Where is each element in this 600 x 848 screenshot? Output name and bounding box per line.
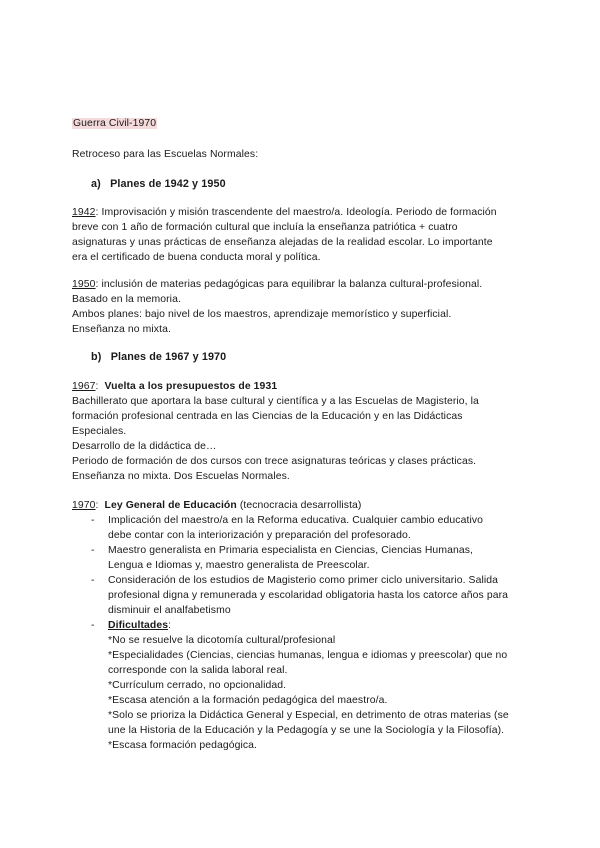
section-b-title: Planes de 1967 y 1970 <box>110 351 227 363</box>
p1942-line-4: era el certificado de buena conducta moral y política. <box>72 252 321 263</box>
difficulty-line-2: *Especialidades (Ciencias, ciencias humanas, lengua e idiomas y preescolar) que no <box>108 650 508 661</box>
difficulty-line-8: *Escasa formación pedagógica. <box>108 740 258 751</box>
p1967-line-5: Periodo de formación de dos cursos con trece asignaturas teóricas y clases prácticas. <box>72 456 477 467</box>
list-item-3-line-2: profesional digna y remunerada y escolaridad obligatoria hasta los catorce años para <box>108 590 509 601</box>
section-b-heading <box>91 350 226 365</box>
section-b-marker: b) <box>91 351 102 363</box>
difficulty-line-4: *Currículum cerrado, no opcionalidad. <box>108 680 287 691</box>
section-a-marker: a) <box>91 178 101 190</box>
list-item-1-line-2: debe contar con la interiorización y preparación del profesorado. <box>108 530 411 541</box>
list-item-2-line-2: Lengua e Idiomas y, maestro generalista de Preescolar. <box>108 560 370 571</box>
bullet-dash: - <box>91 620 95 631</box>
list-item-3-line-3: disminuir el analfabetismo <box>108 605 231 616</box>
p1970-subtitle: (tecnocracia desarrollista) <box>236 500 362 511</box>
difficulty-line-7: une la Historia de la Educación y la Pedagogía y se une la Sociología y la Filosofía). <box>108 725 505 736</box>
p1970-title: Ley General de Educación <box>104 500 237 511</box>
p1970-heading: 1970: Ley General de Educación (tecnocracia desarrollista) <box>72 500 362 511</box>
p1950-line-3: Ambos planes: bajo nivel de los maestros, aprendizaje memorístico y superficial. <box>72 309 452 320</box>
p1942-line-2: breve con 1 año de formación cultural que incluía la enseñanza patriótica + cuatro <box>72 222 458 233</box>
p1967-line-2: formación profesional centrada en las Ciencias de la Educación y en las Didácticas <box>72 411 463 422</box>
list-item-2-line-1: Maestro generalista en Primaria especialista en Ciencias, Ciencias Humanas, <box>108 545 473 556</box>
document-title <box>72 116 157 131</box>
p1950-line-4: Enseñanza no mixta. <box>72 324 171 335</box>
difficulty-line-1: *No se resuelve la dicotomía cultural/profesional <box>108 635 336 646</box>
year-1950: 1950 <box>72 279 96 290</box>
list-item-3-line-1: Consideración de los estudios de Magisterio como primer ciclo universitario. Salida <box>108 575 499 586</box>
year-1942: 1942 <box>72 207 96 218</box>
p1967-title: Vuelta a los presupuestos de 1931 <box>104 381 278 392</box>
p1967-line-1: Bachillerato que aportara la base cultural y científica y a las Escuelas de Magisterio, la <box>72 396 479 407</box>
bullet-dash: - <box>91 545 95 556</box>
intro-text: Retroceso para las Escuelas Normales: <box>72 149 259 160</box>
p1967-line-3: Especiales. <box>72 426 127 437</box>
section-a-title: Planes de 1942 y 1950 <box>110 178 226 190</box>
bullet-dash: - <box>91 575 95 586</box>
year-1970: 1970 <box>72 500 96 511</box>
year-1967: 1967 <box>72 381 96 392</box>
p1967-line-6: Enseñanza no mixta. Dos Escuelas Normales. <box>72 471 290 482</box>
list-item-1-line-1: Implicación del maestro/a en la Reforma educativa. Cualquier cambio educativo <box>108 515 484 526</box>
p1967-line-4: Desarrollo de la didáctica de… <box>72 441 217 452</box>
difficulty-line-6: *Solo se prioriza la Didáctica General y Especial, en detrimento de otras materias (se <box>108 710 509 721</box>
difficulties-label: Dificultades: <box>108 620 172 631</box>
section-a-heading <box>91 177 226 192</box>
title-highlight: Guerra Civil-1970 <box>73 118 157 129</box>
difficulty-line-3: corresponde con la salida laboral real. <box>108 665 288 676</box>
p1950-line-2: Basado en la memoria. <box>72 294 181 305</box>
p1950-line-1: 1950: inclusión de materias pedagógicas para equilibrar la balanza cultural-profesional. <box>72 279 483 290</box>
bullet-dash: - <box>91 515 95 526</box>
p1942-line-1: 1942: Improvisación y misión trascendente del maestro/a. Ideología. Periodo de formación <box>72 207 497 218</box>
p1942-line-3: asignaturas y unas prácticas de enseñanza alejadas de la realidad escolar. Lo importante <box>72 237 493 248</box>
difficulty-line-5: *Escasa atención a la formación pedagógica del maestro/a. <box>108 695 388 706</box>
p1967-heading: 1967: Vuelta a los presupuestos de 1931 <box>72 381 278 392</box>
